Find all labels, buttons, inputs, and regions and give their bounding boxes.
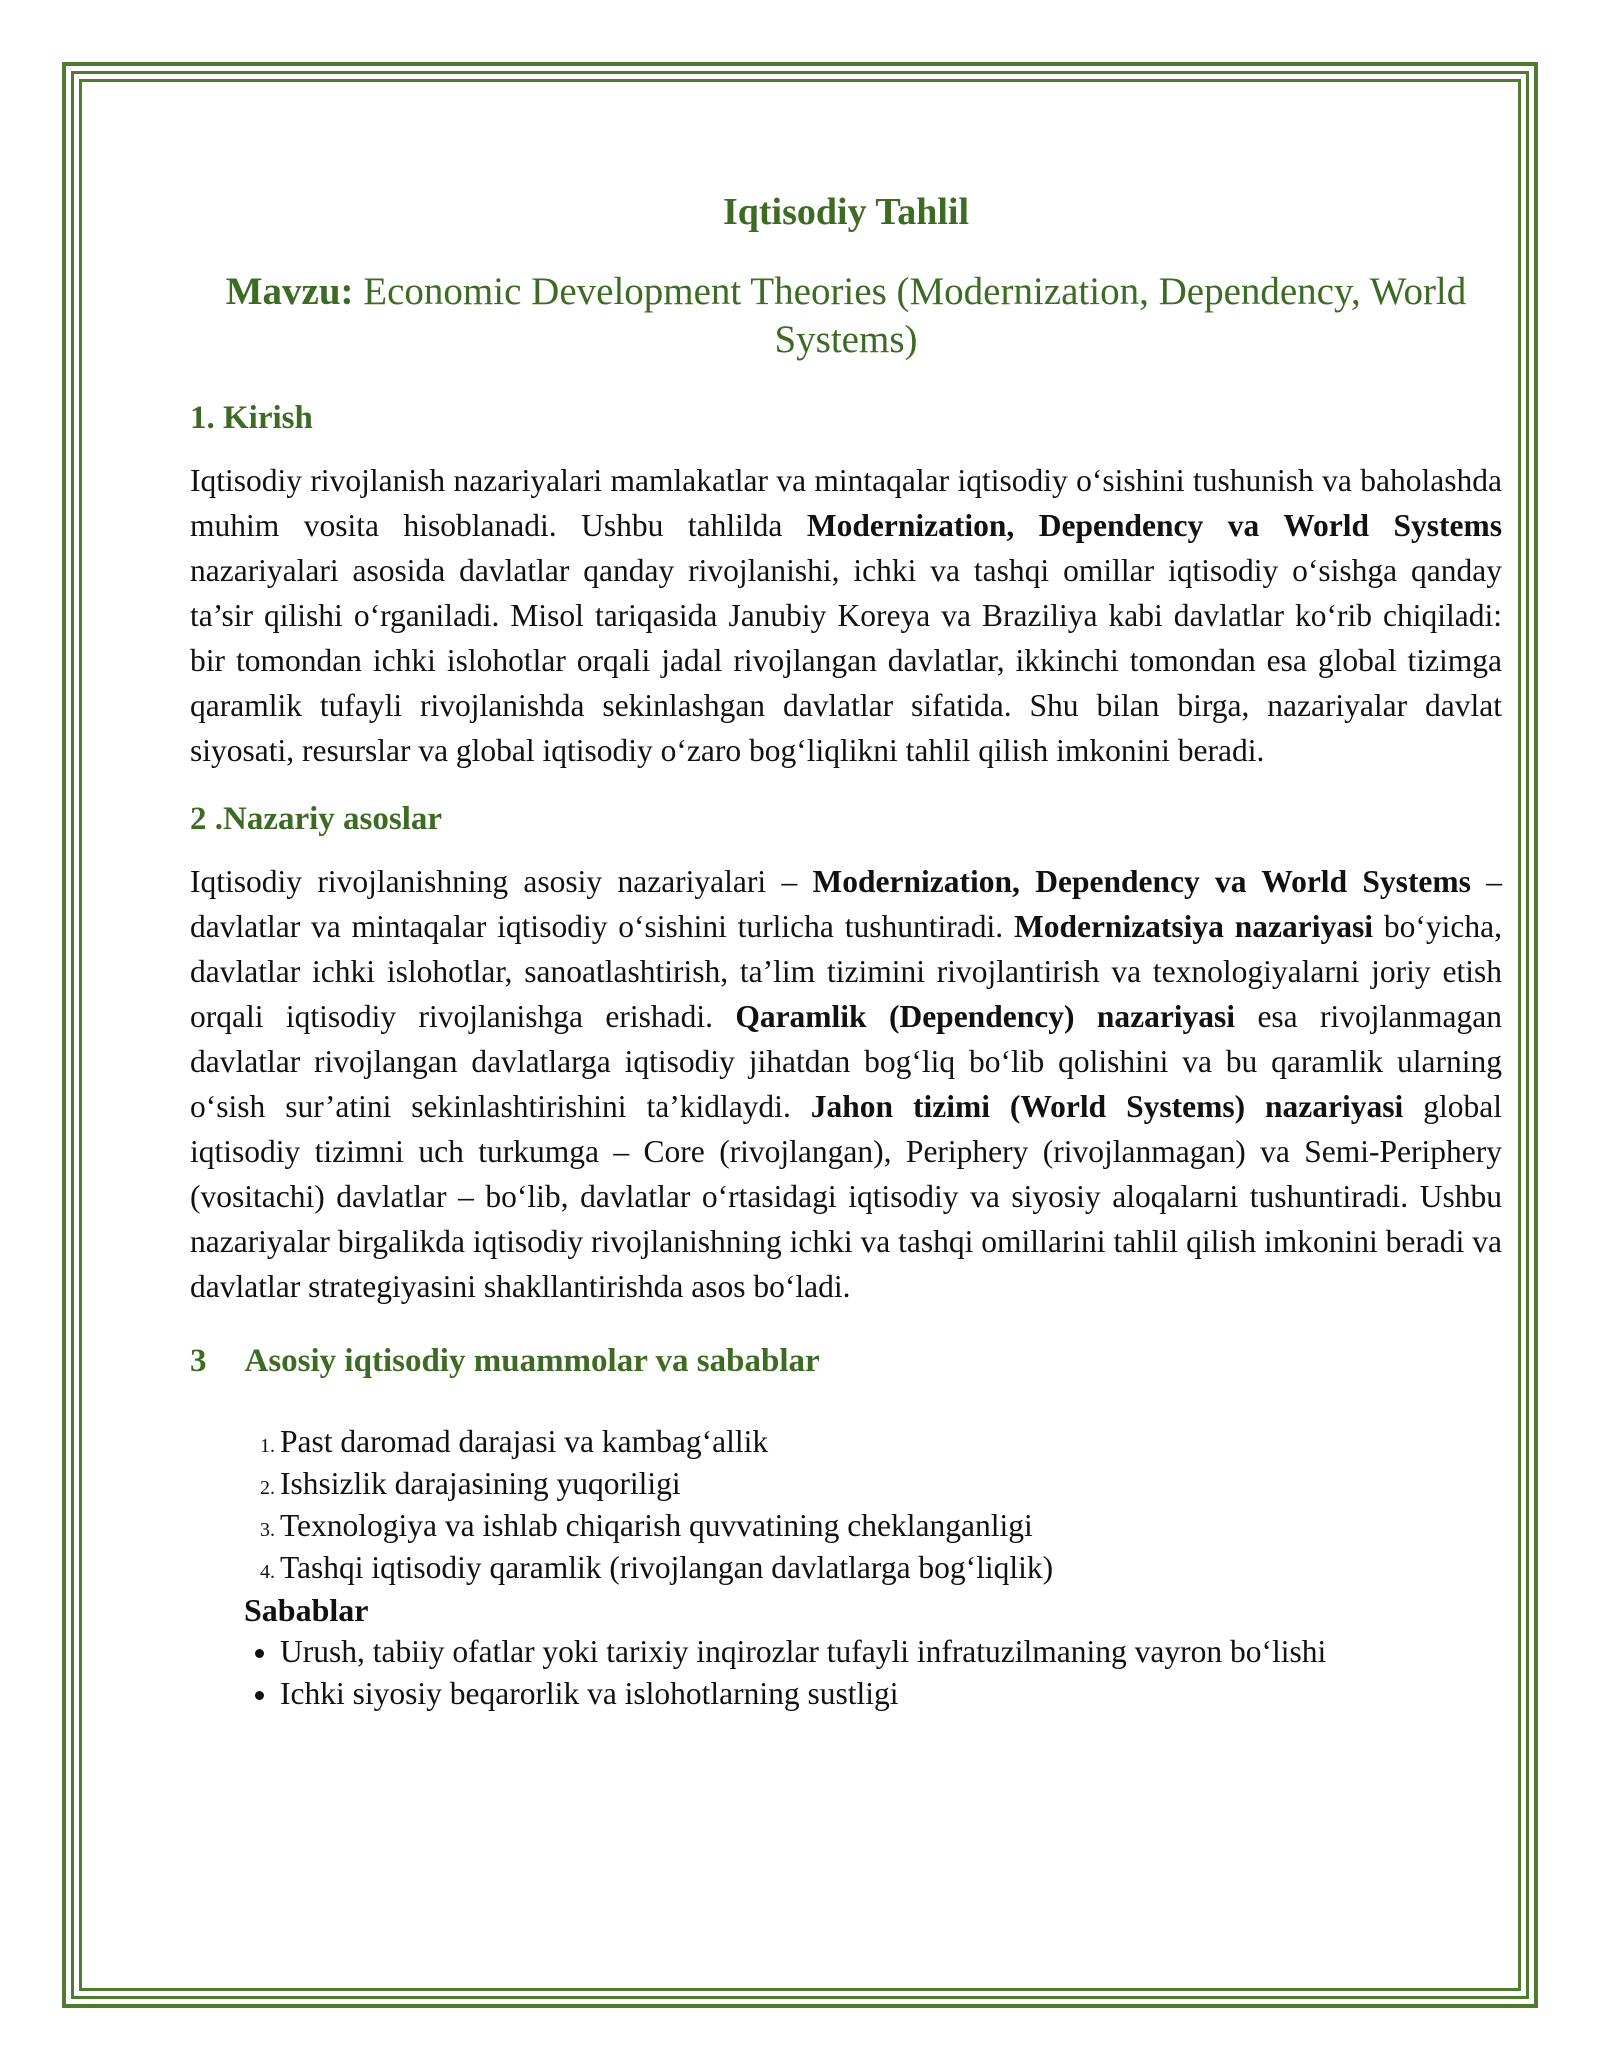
topic-label: Mavzu: (225, 270, 354, 313)
theory-bold-4: Jahon tizimi (World Systems) nazariyasi (810, 1089, 1404, 1124)
list-item: 1. Past daromad darajasi va kambag‘allik (280, 1421, 1502, 1463)
intro-text-1: Iqtisodiy rivojlanish nazariyalari mamlakatlar va mintaqalar iqtisodiy o‘sishini tushunish va baholashda muhim vosita hisoblanadi. Ushbu tahlilda (190, 463, 1502, 543)
list-item: • Urush, tabiiy ofatlar yoki tarixiy inqirozlar tufayli infratuzilmaning vayron bo‘lishi (280, 1631, 1502, 1673)
theory-text-2: – davlatlar va mintaqalar iqtisodiy o‘sishini turlicha tushuntiradi. (190, 864, 1503, 944)
section-heading-problems (190, 1341, 1502, 1381)
theory-bold-3: Qaramlik (Dependency) nazariyasi (735, 999, 1236, 1034)
topic-line (190, 268, 1502, 364)
section-title: Asosiy iqtisodiy muammolar va sabablar (244, 1343, 820, 1379)
document-title: Iqtisodiy Tahlil (722, 191, 970, 233)
problems-list (190, 1421, 1502, 1589)
intro-bold-1: Modernization, Dependency va World Systems (806, 508, 1503, 543)
list-item: 4. Tashqi iqtisodiy qaramlik (rivojlangan davlatlarga bog‘liqlik) (280, 1547, 1502, 1589)
theory-text-3: bo‘yicha, davlatlar ichki islohotlar, sanoatlashtirish, ta’lim tizimini rivojlantirish va texnologiyalarni joriy etish orqali iqtisodiy rivojlanishga erishadi. (190, 909, 1502, 1034)
causes-list (190, 1631, 1502, 1715)
section-number: 3 (190, 1343, 207, 1379)
list-item: 2. Ishsizlik darajasining yuqoriligi (280, 1463, 1502, 1505)
intro-paragraph (190, 458, 1502, 773)
theory-text-1: Iqtisodiy rivojlanishning asosiy nazariyalari – (190, 864, 813, 899)
theory-bold-1: Modernization, Dependency va World Systems (812, 864, 1471, 899)
topic-text: Economic Development Theories (Modernization, Dependency, World Systems) (363, 270, 1467, 361)
theory-text-5: global iqtisodiy tizimni uch turkumga – Core (rivojlangan), Periphery (rivojlanmagan) va Semi-Periphery (vositachi) davlatlar – bo‘lib, davlatlar o‘rtasidagi iqtisodiy va siyosiy aloqalarni tushuntiradi. Ushbu nazariyalar birgalikda iqtisodiy rivojlanishning ichki va tashqi omillarini tahlil qilish imkonini beradi va davlatlar strategiyasini shakllantirishda asos bo‘ladi. (190, 1089, 1502, 1304)
theory-bold-2: Modernizatsiya nazariyasi (1013, 909, 1374, 944)
causes-heading: Sabablar (244, 1592, 369, 1628)
list-item: • Ichki siyosiy beqarorlik va islohotlarning sustligi (280, 1673, 1502, 1715)
theory-text-4: esa rivojlanmagan davlatlar rivojlangan davlatlarga iqtisodiy jihatdan bog‘liq bo‘lib qolishini va bu qaramlik ularning o‘sish sur’atini sekinlashtirishini ta’kidlaydi. (190, 999, 1502, 1124)
list-item: 3. Texnologiya va ishlab chiqarish quvvatining cheklanganligi (280, 1505, 1502, 1547)
section-heading-intro: 1. Kirish (190, 400, 313, 436)
theory-paragraph (190, 859, 1502, 1309)
document-body (190, 180, 1502, 1715)
section-heading-theory: 2 .Nazariy asoslar (190, 801, 443, 837)
intro-text-2: nazariyalari asosida davlatlar qanday rivojlanishi, ichki va tashqi omillar iqtisodiy o‘sishga qanday ta’sir qilishi o‘rganiladi. Misol tariqasida Janubiy Koreya va Braziliya kabi davlatlar ko‘rib chiqiladi: bir tomondan ichki islohotlar orqali jadal rivojlangan davlatlar, ikkinchi tomondan esa global tizimga qaramlik tufayli rivojlanishda sekinlashgan davlatlar sifatida. Shu bilan birga, nazariyalar davlat siyosati, resurslar va global iqtisodiy o‘zaro bog‘liqlikni tahlil qilish imkonini beradi. (190, 553, 1502, 768)
